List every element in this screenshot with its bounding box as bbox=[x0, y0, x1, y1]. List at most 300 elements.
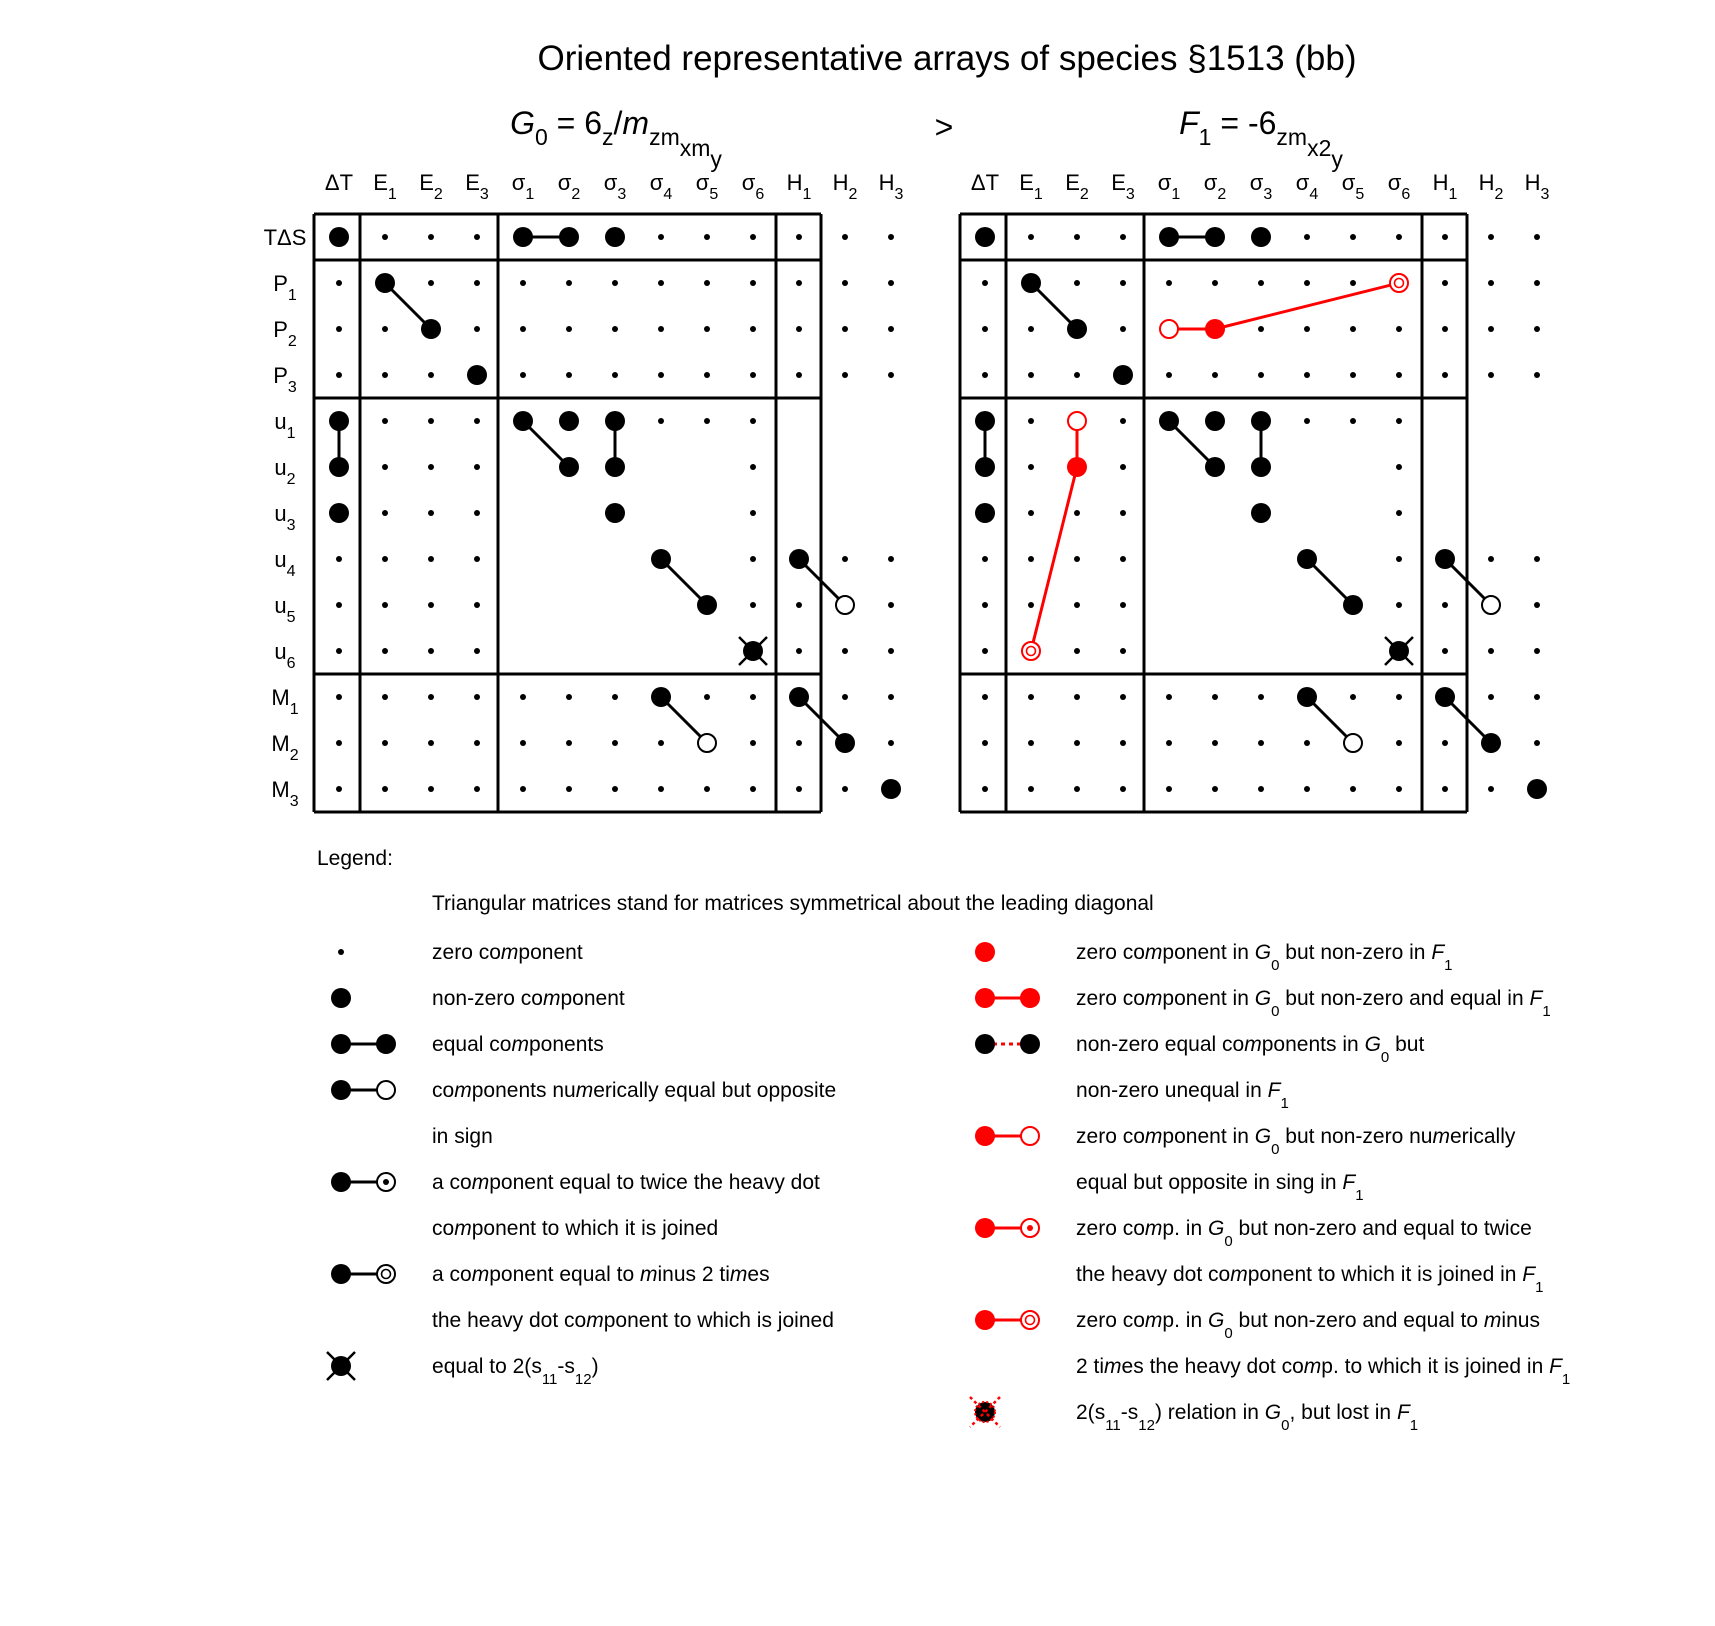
zero-dot bbox=[1258, 740, 1264, 746]
zero-dot bbox=[1534, 234, 1540, 240]
zero-dot bbox=[428, 556, 434, 562]
row-label-2: $P_2$ bbox=[273, 317, 297, 350]
zero-dot bbox=[1488, 786, 1494, 792]
zero-dot bbox=[336, 372, 342, 378]
legend-symbol-red-nonzero bbox=[975, 942, 995, 962]
zero-dot bbox=[566, 372, 572, 378]
zero-dot bbox=[1442, 234, 1448, 240]
component-full bbox=[881, 779, 901, 799]
component-full bbox=[789, 687, 809, 707]
zero-dot bbox=[982, 556, 988, 562]
zero-dot bbox=[1258, 280, 1264, 286]
zero-dot bbox=[1074, 234, 1080, 240]
component-full bbox=[651, 687, 671, 707]
legend-end-a bbox=[331, 1080, 351, 1100]
zero-dot bbox=[1488, 326, 1494, 332]
component-open bbox=[1482, 596, 1500, 614]
zero-dot bbox=[1120, 556, 1126, 562]
zero-dot bbox=[1028, 372, 1034, 378]
column-header-2: $E_2$ bbox=[419, 170, 443, 203]
zero-dot bbox=[474, 740, 480, 746]
group-relation-symbol: > bbox=[934, 109, 954, 145]
legend-end-a bbox=[975, 1126, 995, 1146]
zero-dot bbox=[1028, 602, 1034, 608]
zero-dot bbox=[750, 602, 756, 608]
legend-symbol-red-twice bbox=[975, 1218, 1039, 1238]
zero-dot bbox=[750, 326, 756, 332]
legend-symbol-broken bbox=[975, 1034, 1040, 1054]
zero-dot bbox=[382, 326, 388, 332]
component-full bbox=[1435, 687, 1455, 707]
row-label-6: $u_3$ bbox=[274, 501, 296, 534]
zero-dot bbox=[1074, 510, 1080, 516]
component-full bbox=[1297, 687, 1317, 707]
legend-end-a bbox=[975, 1034, 995, 1054]
zero-dot bbox=[428, 694, 434, 700]
zero-dot bbox=[382, 694, 388, 700]
zero-dot bbox=[474, 326, 480, 332]
zero-dot bbox=[842, 326, 848, 332]
component-full bbox=[467, 365, 487, 385]
zero-dot bbox=[1350, 280, 1356, 286]
zero-dot bbox=[566, 326, 572, 332]
zero-dot bbox=[1120, 740, 1126, 746]
zero-dot bbox=[382, 234, 388, 240]
zero-dot bbox=[1166, 694, 1172, 700]
column-header-11: $H_2$ bbox=[832, 170, 858, 203]
zero-dot bbox=[1120, 694, 1126, 700]
row-label-7: $u_4$ bbox=[274, 547, 296, 580]
zero-dot bbox=[1488, 648, 1494, 654]
zero-dot bbox=[612, 326, 618, 332]
legend-symbol-nonzero bbox=[331, 988, 351, 1008]
zero-dot bbox=[796, 602, 802, 608]
legend-right-item-3-line-0: zero component in $G_0$ but non-zero numerically bbox=[1076, 1125, 1516, 1158]
zero-dot bbox=[658, 326, 664, 332]
zero-dot bbox=[1120, 602, 1126, 608]
component-full bbox=[1251, 227, 1271, 247]
zero-dot bbox=[1396, 786, 1402, 792]
zero-dot bbox=[658, 372, 664, 378]
zero-dot bbox=[1028, 326, 1034, 332]
legend-end-b bbox=[1021, 1219, 1039, 1237]
zero-dot bbox=[428, 418, 434, 424]
zero-dot bbox=[566, 280, 572, 286]
legend-right-item-2-line-0: non-zero equal components in $G_0$ but bbox=[1076, 1033, 1425, 1066]
zero-dot bbox=[842, 786, 848, 792]
component-full bbox=[975, 503, 995, 523]
component-full bbox=[605, 227, 625, 247]
zero-dot bbox=[382, 602, 388, 608]
column-header-11: $H_2$ bbox=[1478, 170, 1504, 203]
component-full bbox=[1435, 549, 1455, 569]
zero-dot bbox=[428, 372, 434, 378]
zero-dot bbox=[1442, 602, 1448, 608]
component-full bbox=[1205, 411, 1225, 431]
component-red-full bbox=[1067, 457, 1087, 477]
column-header-10: $H_1$ bbox=[1432, 170, 1458, 203]
zero-dot bbox=[704, 326, 710, 332]
zero-dot bbox=[1304, 234, 1310, 240]
zero-dot bbox=[1074, 740, 1080, 746]
zero-dot bbox=[520, 694, 526, 700]
legend-symbol-twice bbox=[331, 1172, 395, 1192]
zero-dot bbox=[1120, 648, 1126, 654]
component-full bbox=[375, 273, 395, 293]
legend-end-b bbox=[1021, 1127, 1039, 1145]
zero-dot bbox=[796, 648, 802, 654]
zero-dot bbox=[1074, 372, 1080, 378]
zero-dot bbox=[474, 464, 480, 470]
zero-dot bbox=[474, 602, 480, 608]
component-full bbox=[1113, 365, 1133, 385]
zero-dot bbox=[1120, 786, 1126, 792]
zero-dot bbox=[1442, 740, 1448, 746]
zero-dot bbox=[704, 234, 710, 240]
component-full bbox=[1251, 503, 1271, 523]
zero-dot bbox=[1120, 280, 1126, 286]
zero-dot bbox=[520, 740, 526, 746]
zero-dot bbox=[1396, 510, 1402, 516]
column-header-10: $H_1$ bbox=[786, 170, 812, 203]
legend-right-item-1-line-0: zero component in $G_0$ but non-zero and equal in $F_1$ bbox=[1076, 987, 1551, 1020]
component-full bbox=[1205, 457, 1225, 477]
zero-dot bbox=[1396, 556, 1402, 562]
zero-dot bbox=[1212, 694, 1218, 700]
legend-left-item-4-line-1: component to which it is joined bbox=[432, 1217, 719, 1240]
zero-dot bbox=[1396, 372, 1402, 378]
zero-dot bbox=[1028, 418, 1034, 424]
column-header-4: $\sigma_1$ bbox=[511, 170, 535, 203]
zero-dot bbox=[888, 234, 894, 240]
zero-dot bbox=[982, 786, 988, 792]
zero-dot bbox=[1304, 740, 1310, 746]
row-label-9: $u_6$ bbox=[274, 639, 296, 672]
component-full bbox=[329, 411, 349, 431]
zero-dot bbox=[1350, 372, 1356, 378]
zero-dot bbox=[382, 556, 388, 562]
zero-dot bbox=[1258, 372, 1264, 378]
zero-dot bbox=[1212, 740, 1218, 746]
zero-dot bbox=[888, 694, 894, 700]
component-full bbox=[605, 503, 625, 523]
zero-dot bbox=[1120, 464, 1126, 470]
column-header-5: $\sigma_2$ bbox=[1203, 170, 1227, 203]
zero-dot bbox=[1350, 326, 1356, 332]
zero-dot bbox=[1442, 648, 1448, 654]
zero-dot bbox=[842, 694, 848, 700]
legend-right-item-0-line-0: zero component in $G_0$ but non-zero in $F_1$ bbox=[1076, 941, 1453, 974]
row-label-3: $P_3$ bbox=[273, 363, 297, 396]
zero-dot bbox=[888, 280, 894, 286]
component-full bbox=[329, 457, 349, 477]
component-full bbox=[559, 411, 579, 431]
component-full bbox=[605, 411, 625, 431]
zero-dot bbox=[1304, 372, 1310, 378]
zero-dot bbox=[382, 786, 388, 792]
row-label-4: $u_1$ bbox=[274, 409, 296, 442]
component-open bbox=[698, 734, 716, 752]
zero-dot bbox=[982, 602, 988, 608]
zero-dot bbox=[1166, 740, 1172, 746]
zero-dot bbox=[1120, 510, 1126, 516]
zero-dot bbox=[1258, 694, 1264, 700]
matrix-left bbox=[314, 170, 903, 812]
component-red-full bbox=[1205, 319, 1225, 339]
legend-left-item-3-line-0: components numerically equal but opposite bbox=[432, 1079, 837, 1102]
column-header-6: $\sigma_3$ bbox=[1249, 170, 1273, 203]
column-header-0: ΔT bbox=[324, 170, 354, 195]
zero-dot bbox=[982, 694, 988, 700]
zero-dot bbox=[1212, 786, 1218, 792]
zero-dot bbox=[428, 786, 434, 792]
zero-dot bbox=[888, 740, 894, 746]
component-full bbox=[421, 319, 441, 339]
zero-dot bbox=[1534, 280, 1540, 286]
legend-right-item-5-line-1: 2 times the heavy dot comp. to which it is joined in $F_1$ bbox=[1076, 1355, 1571, 1388]
zero-dot bbox=[704, 786, 710, 792]
zero-dot bbox=[612, 786, 618, 792]
zero-dot bbox=[1166, 280, 1172, 286]
component-open bbox=[1344, 734, 1362, 752]
zero-dot bbox=[520, 280, 526, 286]
legend-left-item-2-line-0: equal components bbox=[432, 1033, 604, 1056]
zero-dot bbox=[750, 418, 756, 424]
legend-end-b bbox=[377, 1265, 395, 1283]
zero-dot bbox=[428, 648, 434, 654]
zero-dot bbox=[704, 372, 710, 378]
zero-dot bbox=[750, 510, 756, 516]
column-header-3: $E_3$ bbox=[465, 170, 489, 203]
zero-dot bbox=[658, 786, 664, 792]
zero-dot bbox=[704, 694, 710, 700]
legend-end-a bbox=[975, 1310, 995, 1330]
zero-dot bbox=[1488, 372, 1494, 378]
zero-dot bbox=[382, 510, 388, 516]
legend-symbol-equal bbox=[331, 1034, 396, 1054]
legend-left-item-3-line-1: in sign bbox=[432, 1125, 493, 1148]
legend-end-a bbox=[331, 1264, 351, 1284]
component-red-double bbox=[1022, 642, 1040, 660]
component-full bbox=[975, 227, 995, 247]
column-header-3: $E_3$ bbox=[1111, 170, 1135, 203]
component-link bbox=[1215, 283, 1399, 329]
zero-dot bbox=[1304, 280, 1310, 286]
component-red-open bbox=[1068, 412, 1086, 430]
component-cross bbox=[739, 637, 767, 665]
zero-dot bbox=[750, 280, 756, 286]
zero-dot bbox=[336, 740, 342, 746]
component-full bbox=[1343, 595, 1363, 615]
component-red-open bbox=[1160, 320, 1178, 338]
zero-dot bbox=[336, 694, 342, 700]
column-header-1: $E_1$ bbox=[373, 170, 397, 203]
legend-end-a bbox=[331, 1034, 351, 1054]
zero-dot bbox=[888, 648, 894, 654]
zero-dot bbox=[1212, 372, 1218, 378]
zero-dot bbox=[1258, 786, 1264, 792]
zero-dot bbox=[1028, 234, 1034, 240]
component-full bbox=[789, 549, 809, 569]
zero-dot bbox=[842, 648, 848, 654]
component-full bbox=[513, 227, 533, 247]
zero-dot bbox=[1534, 740, 1540, 746]
legend-end-b bbox=[376, 1034, 396, 1054]
zero-dot bbox=[428, 464, 434, 470]
zero-dot bbox=[888, 372, 894, 378]
zero-dot bbox=[796, 372, 802, 378]
zero-dot bbox=[658, 234, 664, 240]
zero-dot bbox=[888, 602, 894, 608]
zero-dot bbox=[1028, 740, 1034, 746]
legend-right-item-4-line-0: zero comp. in $G_0$ but non-zero and equal to twice bbox=[1076, 1217, 1532, 1250]
row-label-8: $u_5$ bbox=[274, 593, 296, 626]
zero-dot bbox=[1120, 234, 1126, 240]
zero-dot bbox=[566, 740, 572, 746]
zero-dot bbox=[750, 740, 756, 746]
zero-dot bbox=[382, 418, 388, 424]
zero-dot bbox=[1442, 326, 1448, 332]
zero-dot bbox=[982, 740, 988, 746]
legend-right-item-6-line-0: $2(s_{11}-s_{12})$ relation in $G_0$, but lost in $F_1$ bbox=[1076, 1401, 1419, 1434]
zero-dot bbox=[474, 234, 480, 240]
zero-dot bbox=[428, 602, 434, 608]
zero-dot bbox=[1534, 648, 1540, 654]
diagram-title: Oriented representative arrays of species §1513 (bb) bbox=[537, 39, 1357, 78]
column-header-9: $\sigma_6$ bbox=[1387, 170, 1411, 203]
zero-dot bbox=[1166, 372, 1172, 378]
zero-dot bbox=[474, 280, 480, 286]
zero-dot bbox=[704, 418, 710, 424]
component-full bbox=[1205, 227, 1225, 247]
legend-end-a bbox=[331, 1172, 351, 1192]
zero-dot bbox=[474, 418, 480, 424]
component-full bbox=[975, 457, 995, 477]
row-label-12: $M_3$ bbox=[271, 777, 299, 810]
component-full bbox=[1021, 273, 1041, 293]
component-full bbox=[1067, 319, 1087, 339]
zero-dot bbox=[1396, 234, 1402, 240]
zero-dot bbox=[1488, 694, 1494, 700]
column-header-6: $\sigma_3$ bbox=[603, 170, 627, 203]
zero-dot bbox=[704, 280, 710, 286]
column-header-8: $\sigma_5$ bbox=[695, 170, 719, 203]
row-label-10: $M_1$ bbox=[271, 685, 299, 718]
legend-heading: Legend: bbox=[317, 847, 393, 870]
row-label-5: $u_2$ bbox=[274, 455, 296, 488]
legend-symbol-red-minus2 bbox=[975, 1310, 1039, 1330]
zero-dot bbox=[336, 280, 342, 286]
zero-dot bbox=[1350, 234, 1356, 240]
zero-dot bbox=[1534, 372, 1540, 378]
component-red-double bbox=[1390, 274, 1408, 292]
legend-end-a bbox=[975, 1218, 995, 1238]
zero-dot bbox=[888, 326, 894, 332]
component-full bbox=[329, 503, 349, 523]
component-link bbox=[1031, 467, 1077, 651]
zero-dot bbox=[1488, 234, 1494, 240]
zero-dot bbox=[888, 556, 894, 562]
zero-dot bbox=[1028, 786, 1034, 792]
zero-dot bbox=[1442, 786, 1448, 792]
legend-end-b bbox=[377, 1081, 395, 1099]
zero-dot bbox=[658, 418, 664, 424]
zero-dot bbox=[428, 234, 434, 240]
zero-dot bbox=[982, 372, 988, 378]
legend-symbol-minus2 bbox=[331, 1264, 395, 1284]
zero-dot bbox=[1074, 280, 1080, 286]
legend-end-b bbox=[377, 1173, 395, 1191]
zero-dot bbox=[428, 510, 434, 516]
legend-right-item-5-line-0: zero comp. in $G_0$ but non-zero and equal to minus bbox=[1076, 1309, 1540, 1342]
column-header-2: $E_2$ bbox=[1065, 170, 1089, 203]
legend-end-b bbox=[1020, 988, 1040, 1008]
legend-symbol-red-opposite bbox=[975, 1126, 1039, 1146]
legend-symbol-cross bbox=[327, 1352, 355, 1380]
zero-dot bbox=[1120, 418, 1126, 424]
zero-dot bbox=[982, 326, 988, 332]
component-full bbox=[1481, 733, 1501, 753]
component-full bbox=[1527, 779, 1547, 799]
zero-dot bbox=[336, 648, 342, 654]
zero-dot bbox=[428, 740, 434, 746]
legend-symbol-red-equal bbox=[975, 988, 1040, 1008]
zero-dot bbox=[1442, 372, 1448, 378]
zero-dot bbox=[1350, 786, 1356, 792]
row-label-0: TΔS bbox=[263, 225, 307, 250]
zero-dot bbox=[566, 694, 572, 700]
zero-dot bbox=[1396, 464, 1402, 470]
zero-dot bbox=[750, 234, 756, 240]
legend-end-b bbox=[1020, 1034, 1040, 1054]
zero-dot bbox=[796, 786, 802, 792]
component-full bbox=[605, 457, 625, 477]
zero-dot bbox=[1120, 326, 1126, 332]
zero-dot bbox=[1488, 280, 1494, 286]
zero-dot bbox=[566, 786, 572, 792]
component-cross bbox=[1385, 637, 1413, 665]
column-header-9: $\sigma_6$ bbox=[741, 170, 765, 203]
zero-dot bbox=[1028, 556, 1034, 562]
column-header-7: $\sigma_4$ bbox=[1295, 170, 1319, 203]
zero-dot bbox=[1258, 326, 1264, 332]
row-label-1: $P_1$ bbox=[273, 271, 297, 304]
component-full bbox=[1297, 549, 1317, 569]
zero-dot bbox=[796, 280, 802, 286]
zero-dot bbox=[382, 740, 388, 746]
legend-left-item-5-line-0: a component equal to minus 2 times bbox=[432, 1263, 770, 1286]
zero-dot bbox=[612, 280, 618, 286]
zero-dot bbox=[612, 694, 618, 700]
legend-note: Triangular matrices stand for matrices symmetrical about the leading diagonal bbox=[432, 892, 1154, 915]
component-full bbox=[975, 411, 995, 431]
legend-symbol-zero bbox=[338, 949, 344, 955]
component-full bbox=[651, 549, 671, 569]
zero-dot bbox=[796, 326, 802, 332]
zero-dot bbox=[474, 510, 480, 516]
legend-right-item-2-line-1: non-zero unequal in $F_1$ bbox=[1076, 1079, 1289, 1112]
zero-dot bbox=[1534, 556, 1540, 562]
group-g0-label: $G_0 = 6_z/m_{zmxmy}$ bbox=[510, 105, 722, 172]
zero-dot bbox=[1396, 740, 1402, 746]
row-label-11: $M_2$ bbox=[271, 731, 299, 764]
zero-dot bbox=[520, 786, 526, 792]
zero-dot bbox=[1442, 280, 1448, 286]
zero-dot bbox=[1396, 418, 1402, 424]
zero-dot bbox=[750, 372, 756, 378]
zero-dot bbox=[474, 786, 480, 792]
zero-dot bbox=[336, 602, 342, 608]
